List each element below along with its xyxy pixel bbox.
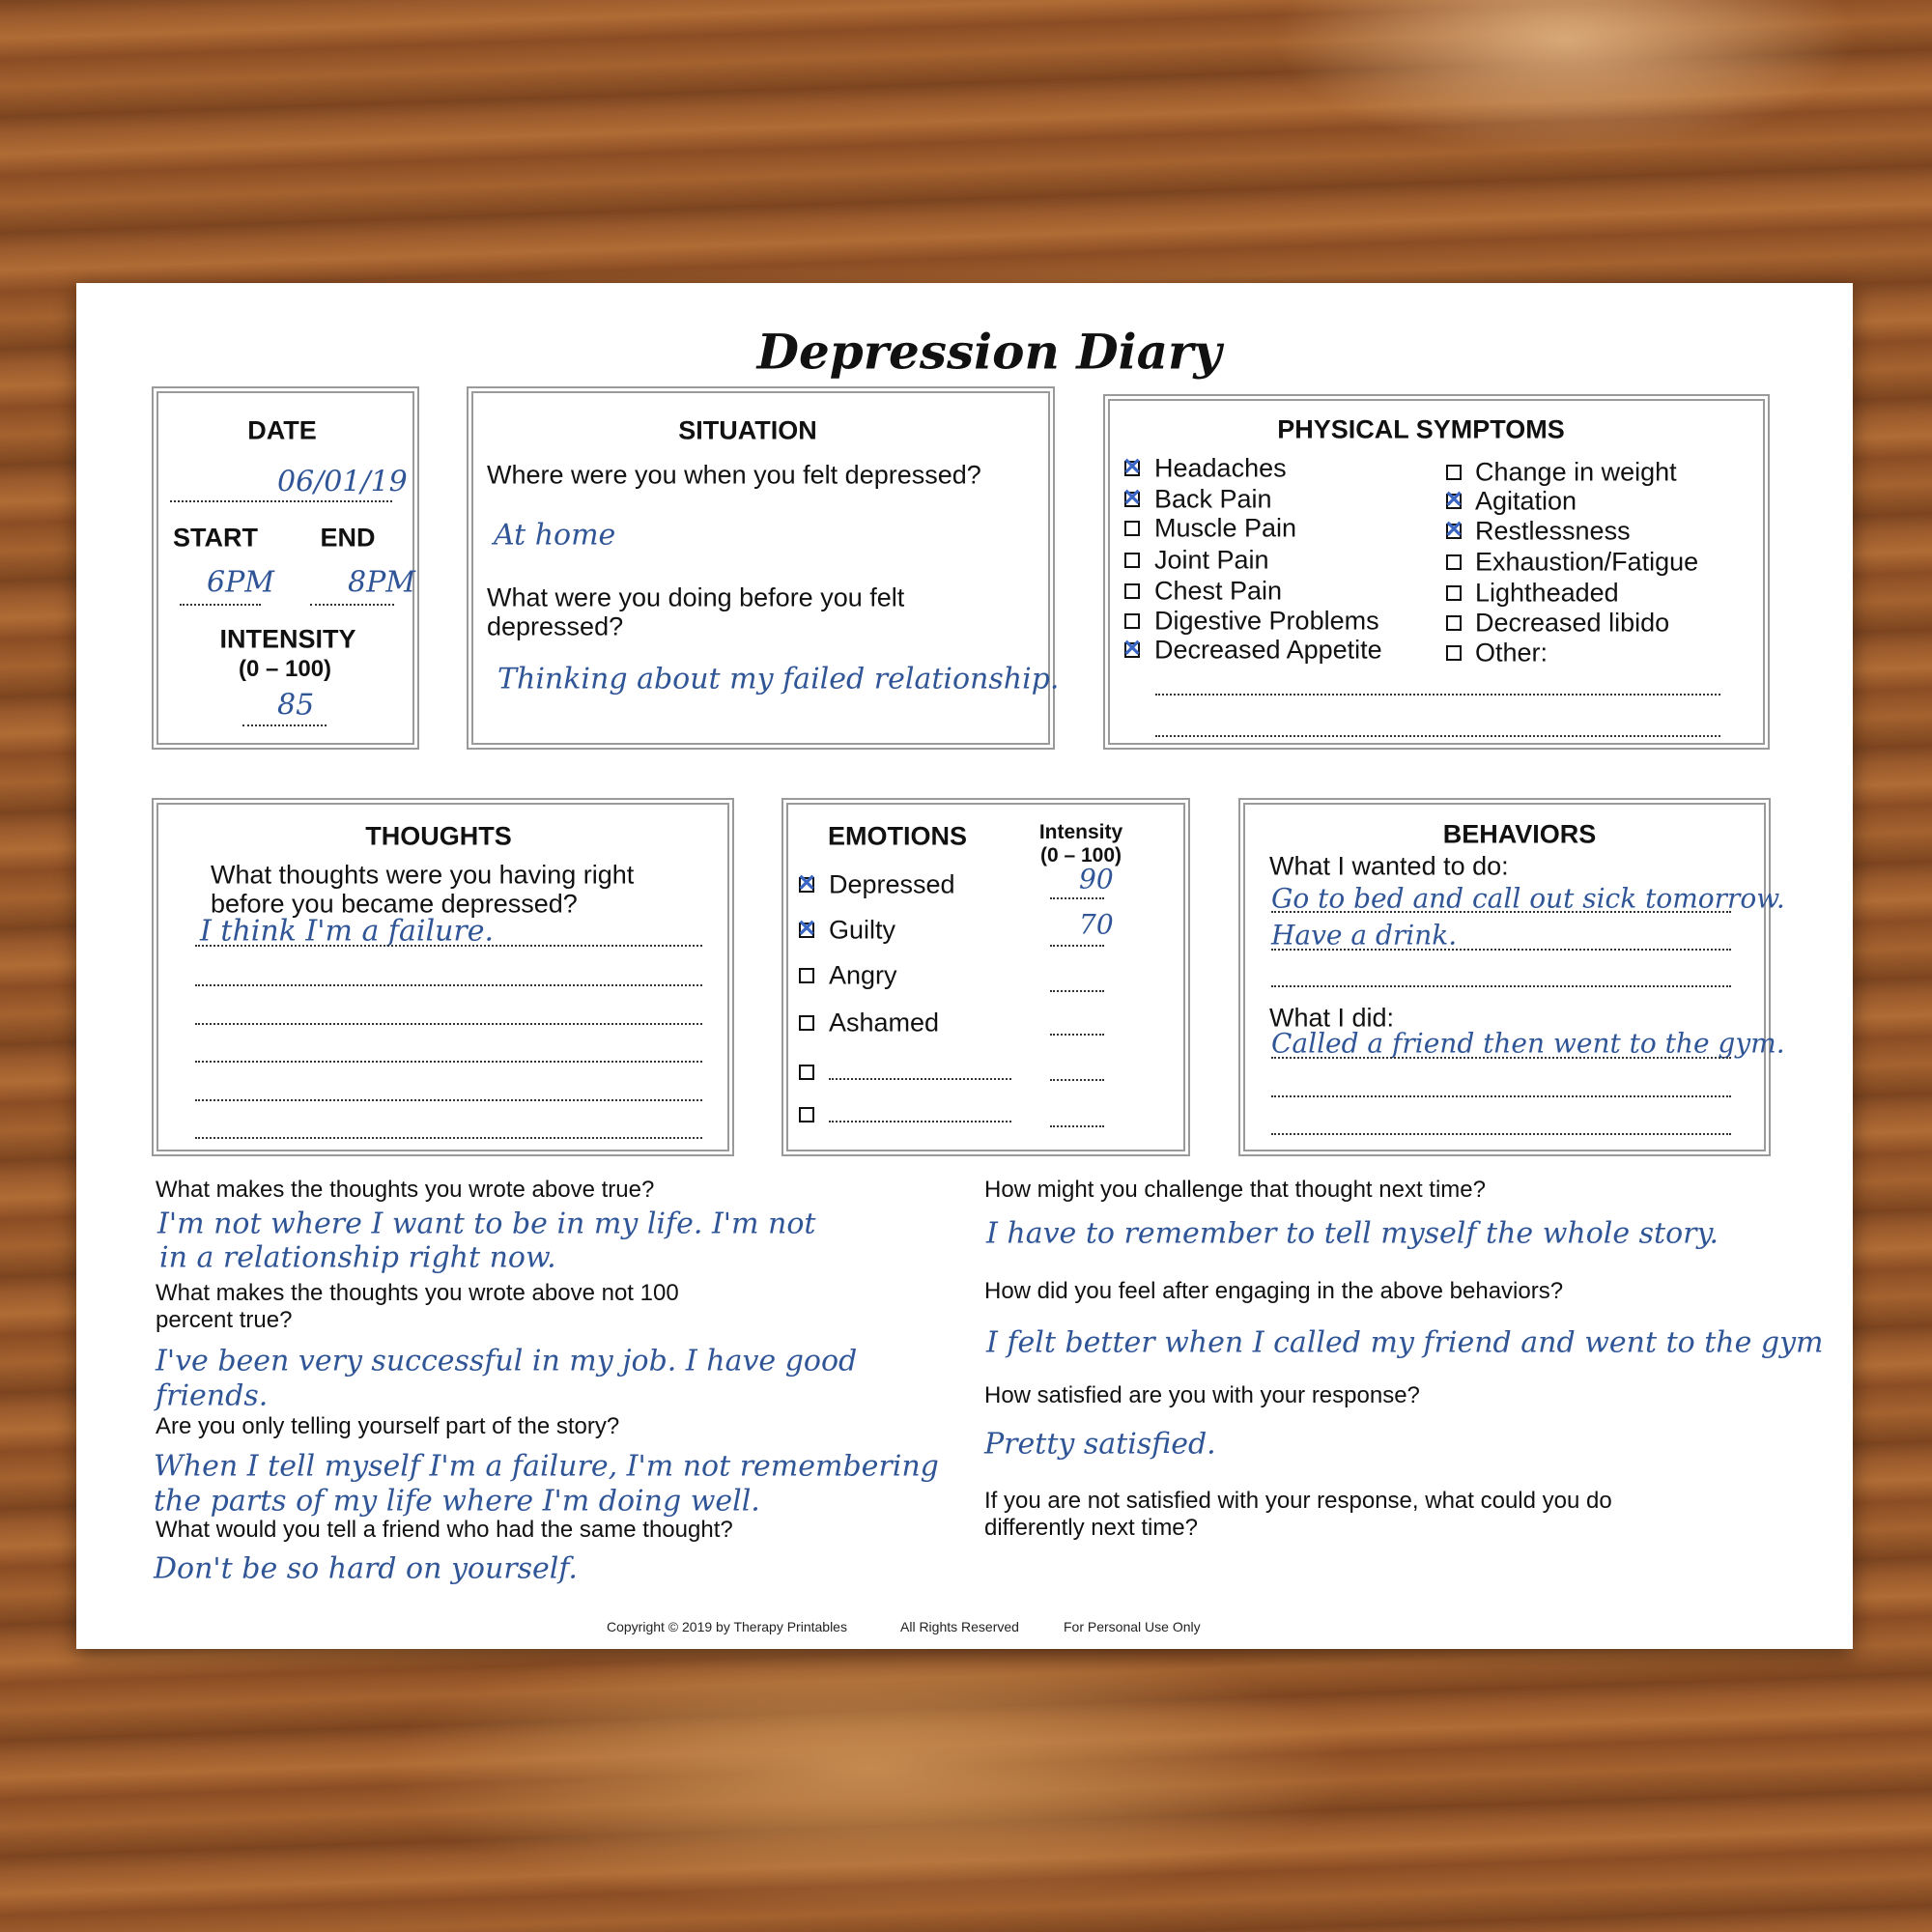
checkbox[interactable]: [1446, 494, 1462, 509]
checkbox[interactable]: [1446, 585, 1462, 601]
page-title: Depression Diary: [756, 323, 1222, 381]
thoughts-header: THOUGHTS: [365, 821, 512, 851]
wanted-answer-1[interactable]: Go to bed and call out sick tomorrow.: [1271, 882, 1785, 915]
emotion-label: Depressed: [829, 869, 955, 899]
checkbox[interactable]: [1124, 583, 1140, 599]
intensity-line: [242, 724, 327, 726]
emotion-intensity[interactable]: 70: [1079, 908, 1114, 941]
thoughts-line: [195, 1099, 702, 1101]
symptom-label: Lightheaded: [1475, 578, 1619, 608]
behaviors-line: [1271, 1095, 1731, 1097]
thoughts-line: [195, 1023, 702, 1025]
date-label: DATE: [247, 415, 317, 445]
checkbox[interactable]: [1446, 645, 1462, 661]
question: percent true?: [156, 1307, 293, 1333]
answer[interactable]: Pretty satisfied.: [984, 1427, 1216, 1462]
question: How satisfied are you with your response?: [984, 1382, 1420, 1408]
other-line: [1155, 694, 1720, 696]
end-value[interactable]: 8PM: [348, 565, 415, 600]
emotions-intensity-label: Intensity: [1038, 821, 1123, 843]
symptom-label: Decreased libido: [1475, 608, 1670, 638]
emotion-checkbox[interactable]: [799, 968, 814, 983]
emotion-name-line[interactable]: [829, 1121, 1011, 1122]
start-value[interactable]: 6PM: [207, 565, 274, 600]
did-label: What I did:: [1269, 1003, 1395, 1033]
other-line: [1155, 735, 1720, 737]
checkbox[interactable]: [1124, 492, 1140, 507]
symptom-label: Headaches: [1154, 453, 1287, 483]
checkbox[interactable]: [1124, 461, 1140, 476]
symptom-label: Change in weight: [1475, 457, 1677, 487]
start-line: [180, 604, 261, 606]
thoughts-line: [195, 945, 702, 947]
emotion-name-line[interactable]: [829, 1078, 1011, 1080]
symptom-label: Exhaustion/Fatigue: [1475, 547, 1699, 577]
question: What makes the thoughts you wrote above not 100: [156, 1280, 679, 1306]
footer-rights: All Rights Reserved: [900, 1619, 1019, 1634]
symptom-label: Muscle Pain: [1154, 513, 1297, 543]
intensity-range: (0 – 100): [238, 656, 332, 682]
symptom-label: Agitation: [1475, 486, 1577, 516]
intensity-line: [1050, 897, 1104, 899]
checkbox[interactable]: [1124, 521, 1140, 536]
wanted-label: What I wanted to do:: [1269, 851, 1509, 881]
end-label: END: [320, 523, 376, 553]
answer[interactable]: the parts of my life where I'm doing well.: [154, 1484, 760, 1519]
checkbox[interactable]: [1446, 554, 1462, 570]
checkbox[interactable]: [1124, 613, 1140, 629]
situation-answer-where[interactable]: At home: [494, 518, 616, 553]
emotion-checkbox[interactable]: [799, 923, 814, 938]
situation-answer-doing[interactable]: Thinking about my failed relationship.: [497, 662, 1060, 696]
checkbox[interactable]: [1124, 553, 1140, 568]
date-line: [170, 500, 392, 502]
thoughts-line: [195, 984, 702, 986]
thoughts-line: [195, 1137, 702, 1139]
wanted-answer-2[interactable]: Have a drink.: [1271, 919, 1458, 952]
intensity-line: [1050, 945, 1104, 947]
emotion-checkbox[interactable]: [799, 877, 814, 893]
answer[interactable]: in a relationship right now.: [159, 1240, 556, 1275]
footer-use: For Personal Use Only: [1064, 1619, 1201, 1634]
emotion-checkbox[interactable]: [799, 1065, 814, 1080]
situation-question-where: Where were you when you felt depressed?: [487, 460, 981, 490]
intensity-line: [1050, 1034, 1104, 1036]
symptom-label: Back Pain: [1154, 484, 1272, 514]
emotion-label: Ashamed: [829, 1008, 940, 1037]
question: How might you challenge that thought next time?: [984, 1177, 1486, 1203]
checkbox[interactable]: [1124, 642, 1140, 658]
emotion-checkbox[interactable]: [799, 1107, 814, 1122]
intensity-line: [1050, 990, 1104, 992]
intensity-label: INTENSITY: [219, 624, 356, 654]
situation-question-doing-cont: depressed?: [487, 611, 624, 641]
answer[interactable]: I felt better when I called my friend and went to the gym: [986, 1325, 1824, 1360]
date-value[interactable]: 06/01/19: [277, 465, 408, 499]
question: How did you feel after engaging in the above behaviors?: [984, 1278, 1564, 1304]
symptom-label: Joint Pain: [1154, 545, 1269, 575]
behaviors-line: [1271, 985, 1731, 987]
emotion-label: Guilty: [829, 915, 896, 945]
symptom-label: Decreased Appetite: [1154, 635, 1382, 665]
thoughts-answer[interactable]: I think I'm a failure.: [200, 914, 495, 949]
answer[interactable]: friends.: [156, 1378, 269, 1413]
situation-question-doing: What were you doing before you felt: [487, 582, 905, 612]
checkbox[interactable]: [1446, 615, 1462, 631]
start-label: START: [173, 523, 258, 553]
question: What would you tell a friend who had the same thought?: [156, 1517, 733, 1543]
question: Are you only telling yourself part of the story?: [156, 1413, 620, 1439]
answer[interactable]: When I tell myself I'm a failure, I'm not remembering: [154, 1449, 939, 1484]
behaviors-header: BEHAVIORS: [1442, 819, 1597, 849]
thoughts-line: [195, 1061, 702, 1063]
emotion-checkbox[interactable]: [799, 1015, 814, 1031]
intensity-value[interactable]: 85: [277, 688, 315, 723]
emotion-label: Angry: [829, 960, 897, 990]
symptom-label: Other:: [1475, 638, 1548, 668]
emotions-intensity-range: (0 – 100): [1039, 844, 1122, 867]
symptom-label: Restlessness: [1475, 516, 1631, 546]
behaviors-line: [1271, 949, 1731, 951]
did-answer[interactable]: Called a friend then went to the gym.: [1271, 1027, 1785, 1060]
symptom-label: Chest Pain: [1154, 576, 1283, 606]
emotions-header: EMOTIONS: [827, 821, 968, 851]
behaviors-line: [1271, 1057, 1731, 1059]
thoughts-box: [152, 798, 734, 1156]
behaviors-line: [1271, 1133, 1731, 1135]
intensity-line: [1050, 1125, 1104, 1127]
answer[interactable]: I've been very successful in my job. I have good: [156, 1344, 858, 1378]
symptom-label: Digestive Problems: [1154, 606, 1379, 636]
thoughts-question-cont: before you became depressed?: [211, 889, 578, 919]
physical-symptoms-header: PHYSICAL SYMPTOMS: [1277, 414, 1565, 444]
answer[interactable]: I'm not where I want to be in my life. I'm not: [157, 1207, 816, 1241]
intensity-line: [1050, 1079, 1104, 1081]
question: If you are not satisfied with your response, what could you do: [984, 1488, 1612, 1514]
behaviors-line: [1271, 911, 1731, 913]
checkbox[interactable]: [1446, 524, 1462, 539]
answer[interactable]: I have to remember to tell myself the whole story.: [986, 1216, 1719, 1251]
answer[interactable]: Don't be so hard on yourself.: [154, 1551, 578, 1586]
end-line: [310, 604, 394, 606]
emotion-intensity[interactable]: 90: [1079, 863, 1114, 895]
thoughts-question: What thoughts were you having right: [211, 860, 635, 890]
question: differently next time?: [984, 1515, 1199, 1541]
footer-copyright: Copyright © 2019 by Therapy Printables: [607, 1619, 847, 1634]
situation-header: SITUATION: [678, 415, 817, 445]
checkbox[interactable]: [1446, 465, 1462, 480]
question: What makes the thoughts you wrote above true?: [156, 1177, 655, 1203]
